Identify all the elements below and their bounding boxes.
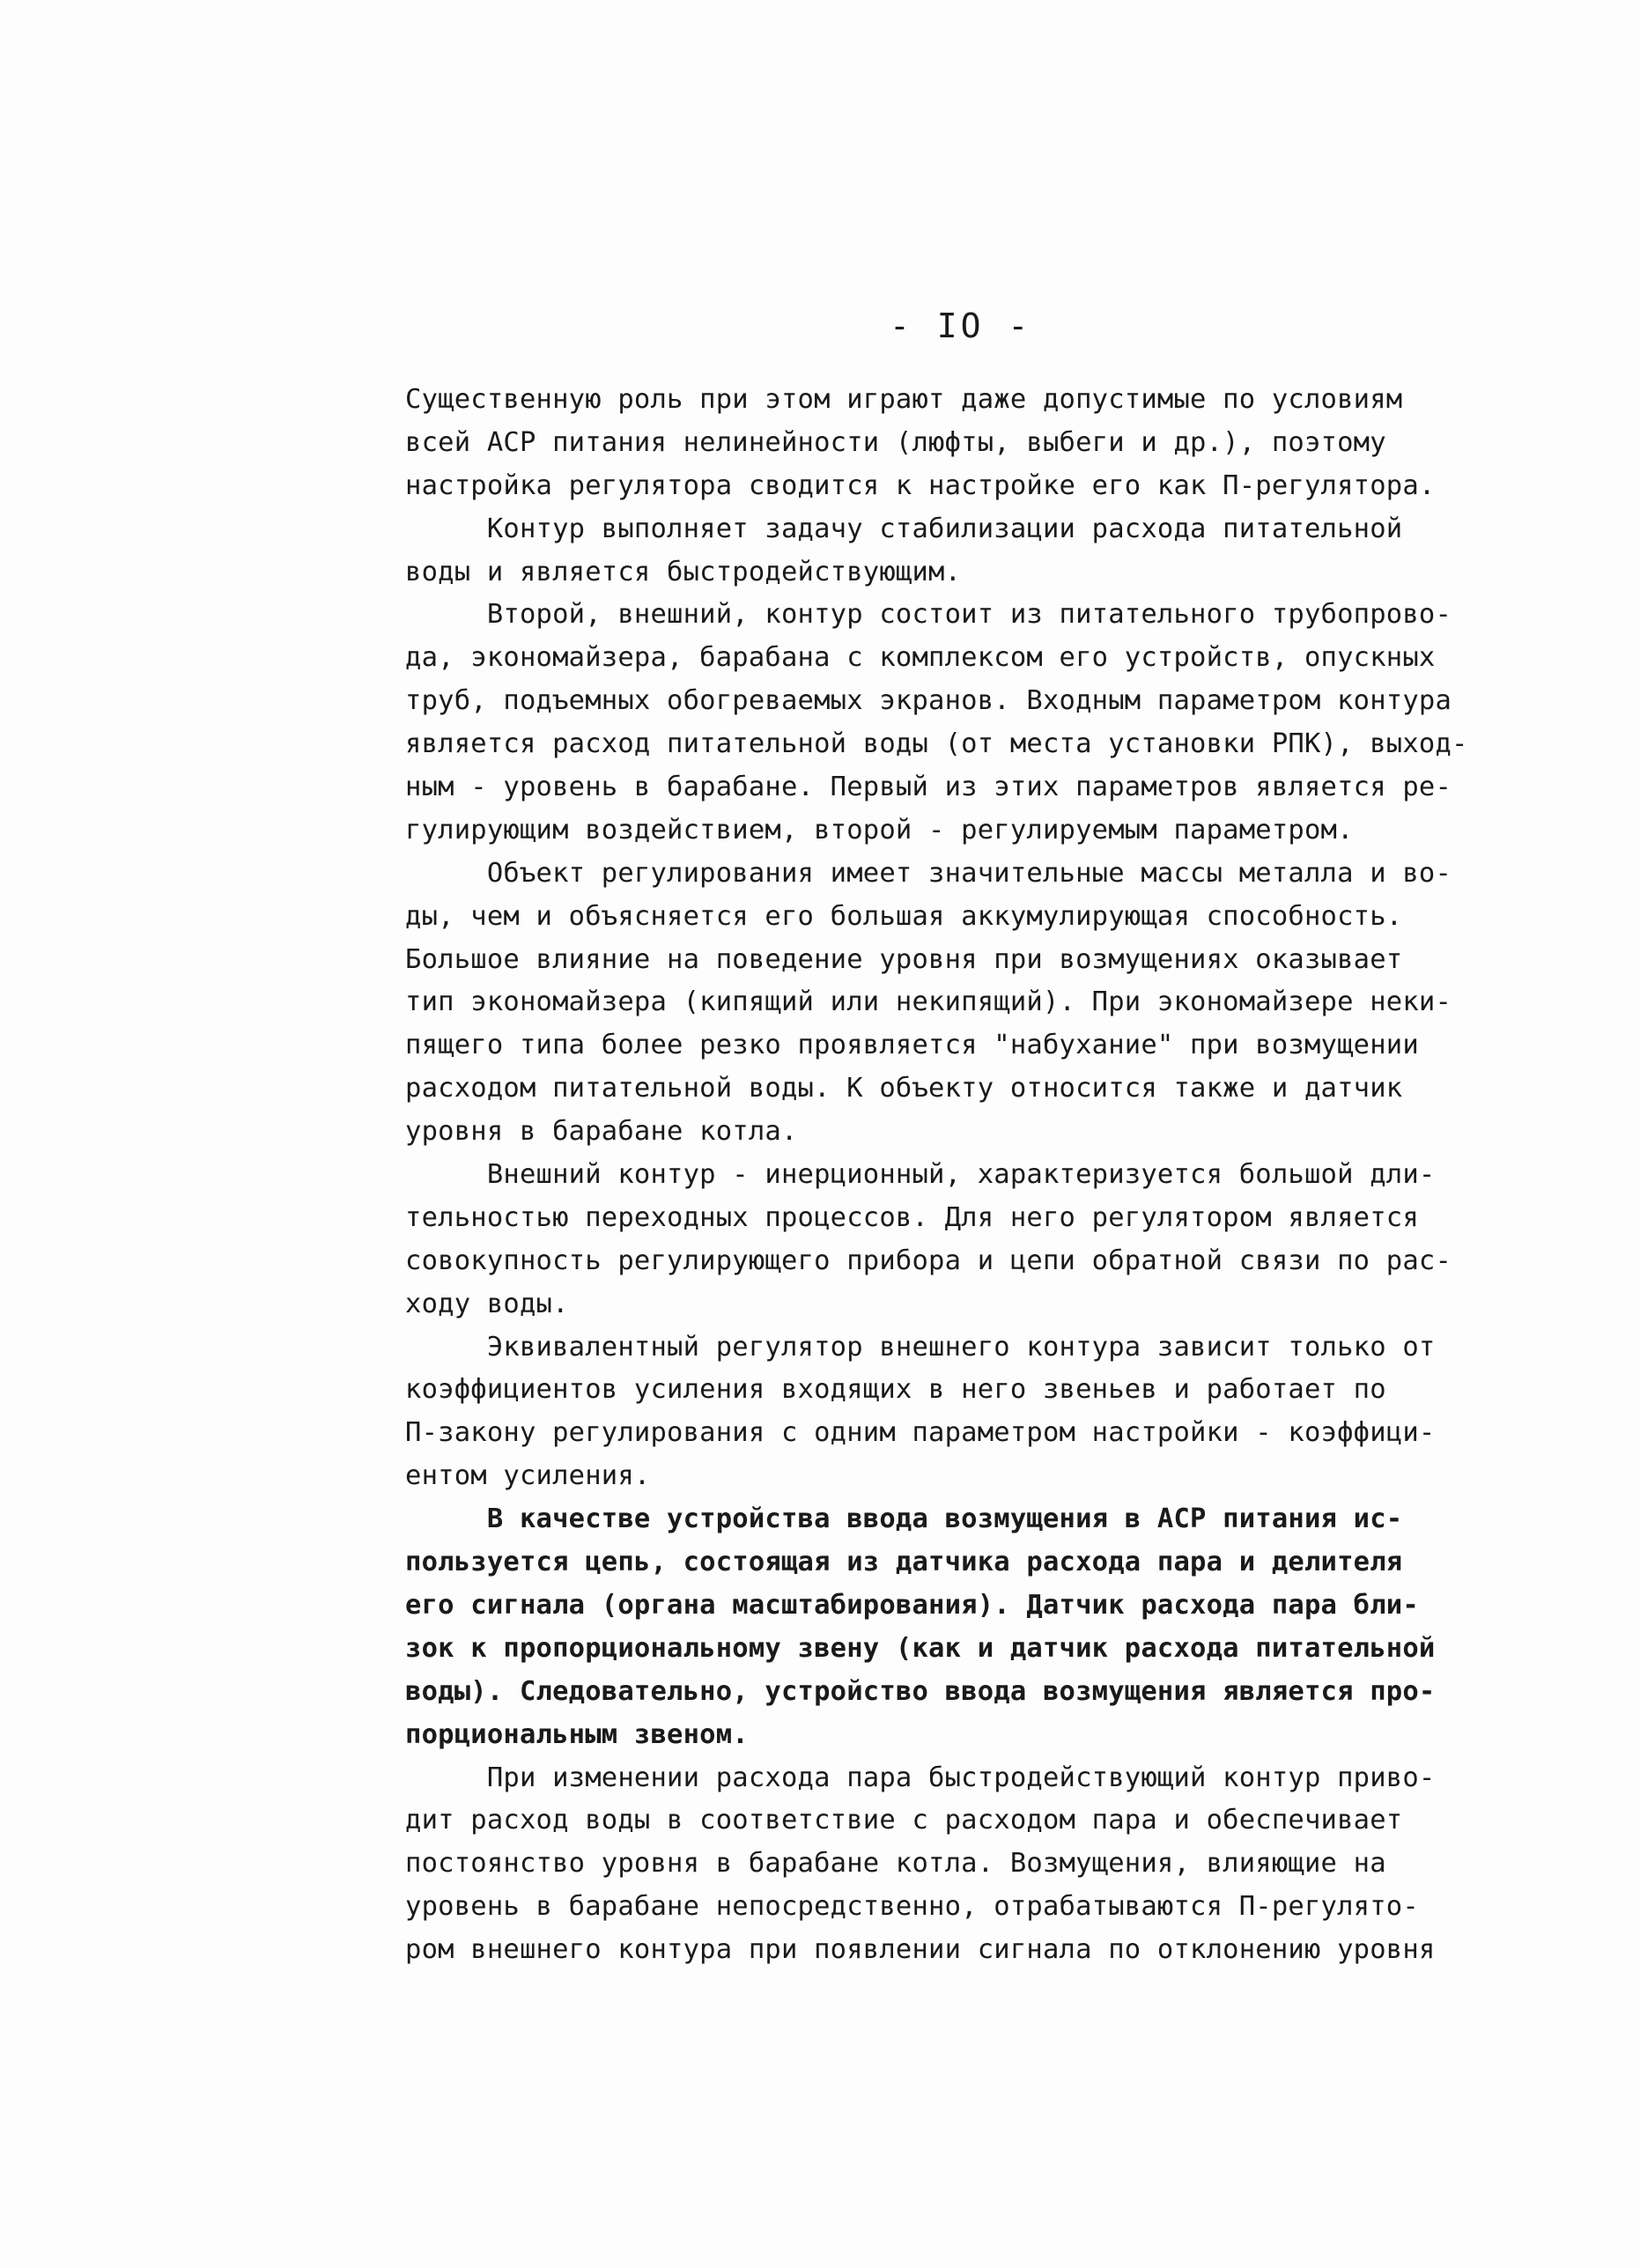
text-line: ным - уровень в барабане. Первый из этих параметров является ре- (405, 772, 1452, 803)
text-line: При изменении расхода пара быстродействующий контур приво- (405, 1762, 1436, 1793)
text-line: П-закону регулирования с одним параметром настройки - коэффици- (405, 1417, 1436, 1449)
text-line: порциональным звеном. (405, 1718, 749, 1750)
text-line: его сигнала (органа масштабирования). Датчик расхода пара бли- (405, 1589, 1419, 1621)
paragraph (405, 1757, 1550, 1972)
text-line: ходу воды. (405, 1288, 569, 1319)
text-line: дит расход воды в соответствие с расходом пара и обеспечивает (405, 1805, 1403, 1836)
text-line: ром внешнего контура при появлении сигнала по отклонению уровня (405, 1934, 1436, 1966)
text-line: воды). Следовательно, устройство ввода возмущения является про- (405, 1675, 1436, 1707)
text-line: ентом усиления. (405, 1460, 651, 1492)
paragraph (405, 508, 1550, 595)
text-line: пящего типа более резко проявляется "набухание" при возмущении (405, 1030, 1419, 1061)
paragraph (405, 594, 1550, 852)
text-line: постоянство уровня в барабане котла. Возмущения, влияющие на (405, 1848, 1386, 1880)
text-line: всей АСР питания нелинейности (люфты, выбеги и др.), поэтому (405, 426, 1386, 458)
paragraph (405, 1326, 1550, 1499)
page-number: - IO - (890, 307, 1032, 345)
paragraph (405, 853, 1550, 1154)
text-line: Внешний контур - инерционный, характеризуется большой дли- (405, 1159, 1436, 1191)
text-line: Контур выполняет задачу стабилизации расхода питательной (405, 513, 1403, 544)
text-line: да, экономайзера, барабана с комплексом его устройств, опускных (405, 642, 1436, 674)
text-line: является расход питательной воды (от места установки РПК), выход- (405, 728, 1468, 760)
text-line: тип экономайзера (кипящий или некипящий). При экономайзере неки- (405, 986, 1452, 1018)
text-line: Эквивалентный регулятор внешнего контура зависит только от (405, 1331, 1436, 1363)
text-line: труб, подъемных обогреваемых экранов. Входным параметром контура (405, 685, 1452, 717)
text-line: Большое влияние на поведение уровня при возмущениях оказывает (405, 943, 1403, 975)
text-line: тельностью переходных процессов. Для него регулятором является (405, 1201, 1419, 1233)
text-line: расходом питательной воды. К объекту относится также и датчик (405, 1073, 1403, 1104)
paragraph (405, 379, 1550, 508)
text-line: уровня в барабане котла. (405, 1116, 798, 1148)
body-text (405, 379, 1550, 1972)
text-line: настройка регулятора сводится к настройке его как П-регулятора. (405, 469, 1436, 501)
text-line: воды и является быстродействующим. (405, 556, 962, 587)
text-line: гулирующим воздействием, второй - регулируемым параметром. (405, 814, 1354, 846)
text-line: уровень в барабане непосредственно, отрабатываются П-регулято- (405, 1891, 1419, 1923)
text-line: ды, чем и объясняется его большая аккумулирующая способность. (405, 900, 1403, 932)
text-line: Существенную роль при этом играют даже допустимые по условиям (405, 384, 1403, 415)
text-line: В качестве устройства ввода возмущения в АСР питания ис- (405, 1503, 1403, 1535)
paragraph (405, 1498, 1550, 1756)
paragraph (405, 1154, 1550, 1326)
text-line: зок к пропорциональному звену (как и датчик расхода питательной (405, 1632, 1436, 1664)
text-line: Объект регулирования имеет значительные массы металла и во- (405, 857, 1452, 889)
text-line: совокупность регулирующего прибора и цепи обратной связи по рас- (405, 1245, 1452, 1276)
text-line: Второй, внешний, контур состоит из питательного трубопрово- (405, 599, 1452, 631)
text-line: коэффициентов усиления входящих в него звеньев и работает по (405, 1374, 1386, 1406)
text-line: пользуется цепь, состоящая из датчика расхода пара и делителя (405, 1547, 1403, 1578)
